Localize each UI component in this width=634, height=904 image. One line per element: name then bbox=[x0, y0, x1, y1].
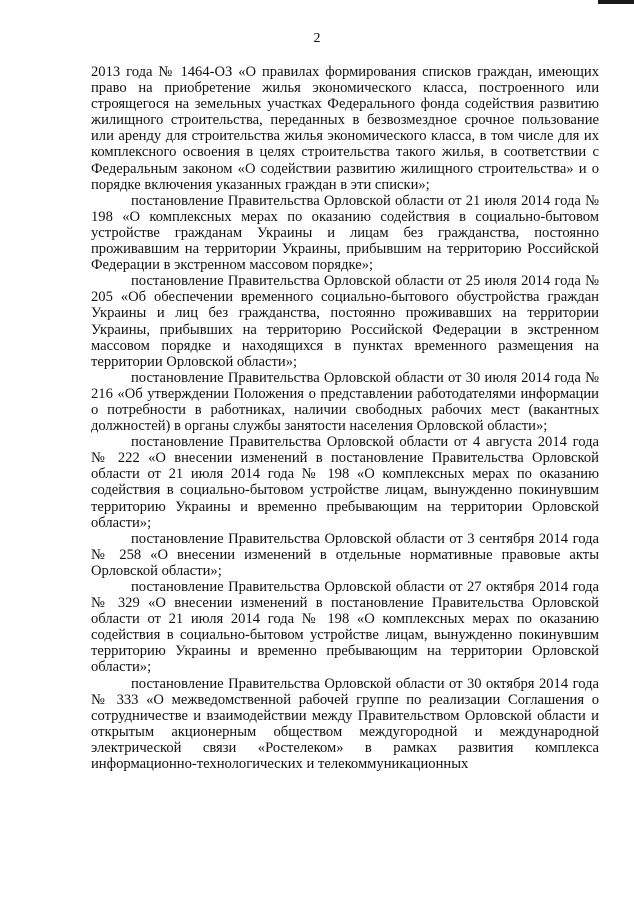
paragraph-1: 2013 года № 1464-ОЗ «О правилах формирования списков граждан, имеющих право на приобретение жилья экономического класса, построенного или строящегося на земельных участках Федерального фонда содействия развитию жилищного строительства, переданных в безвозмездное срочное пользование или аренду для строительства жилья экономического класса, в том числе для их комплексного освоения в целях строительства такого жилья, в соответствии с Федеральным законом «О содействии развитию жилищного строительства» и о порядке включения указанных граждан в эти списки»; bbox=[91, 64, 599, 193]
paragraph-3: постановление Правительства Орловской области от 25 июля 2014 года № 205 «Об обеспечении временного социально-бытового обустройства граждан Украины и лиц без гражданства, постоянно проживавших на территории Украины, прибывших на территорию Российской Федерации в экстренном массовом порядке и находящихся в пунктах временного размещения на территории Орловской области»; bbox=[91, 273, 599, 370]
paragraph-2: постановление Правительства Орловской области от 21 июля 2014 года № 198 «О комплексных мерах по оказанию содействия в социально-бытовом устройстве гражданам Украины и лицам без гражданства, постоянно проживавшим на территории Украины, прибывшим на территорию Российской Федерации в экстренном массовом порядке»; bbox=[91, 192, 599, 274]
document-body bbox=[91, 64, 599, 772]
paragraph-8: постановление Правительства Орловской области от 30 октября 2014 года № 333 «О межведомственной рабочей группе по реализации Соглашения о сотрудничестве и взаимодействии между Правительством Орловской области и открытым акционерным обществом междугородной и международной электрической связи «Ростелеком» в рамках развития комплекса информационно-технологических и телекоммуникационных bbox=[91, 675, 599, 773]
paragraph-7: постановление Правительства Орловской области от 27 октября 2014 года № 329 «О внесении изменений в постановление Правительства Орловской области от 21 июля 2014 года № 198 «О комплексных мерах по оказанию содействия в социально-бытовом устройстве лицам, вынужденно покинувшим территорию Украины и временно пребывающим на территории Орловской области»; bbox=[91, 579, 599, 676]
page-number: 2 bbox=[313, 31, 321, 46]
paragraph-5: постановление Правительства Орловской области от 4 августа 2014 года № 222 «О внесении изменений в постановление Правительства Орловской области от 21 июля 2014 года № 198 «О комплексных мерах по оказанию содействия в социально-бытовом устройстве лицам, вынужденно покинувшим территорию Украины и временно пребывающим на территории Орловской области»; bbox=[91, 434, 599, 531]
scan-corner-mark bbox=[598, 0, 634, 4]
paragraph-4: постановление Правительства Орловской области от 30 июля 2014 года № 216 «Об утверждении Положения о представлении работодателями информации о потребности в работниках, наличии свободных рабочих мест (вакантных должностей) в органы службы занятости населения Орловской области»; bbox=[91, 369, 599, 435]
paragraph-6: постановление Правительства Орловской области от 3 сентября 2014 года № 258 «О внесении изменений в отдельные нормативные правовые акты Орловской области»; bbox=[91, 530, 599, 579]
